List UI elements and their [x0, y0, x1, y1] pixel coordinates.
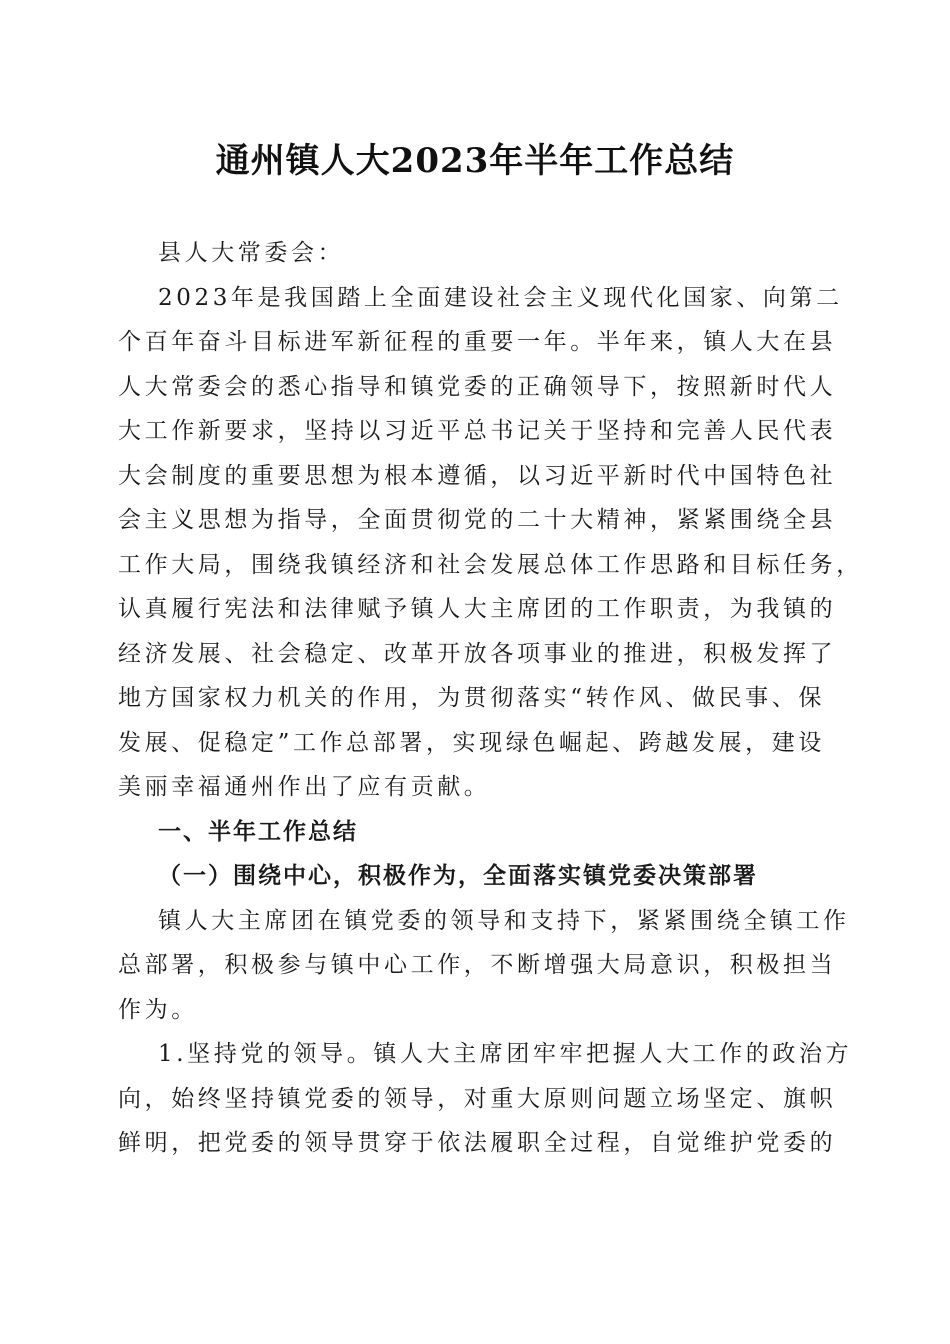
subsection-heading: （一）围绕中心，积极作为，全面落实镇党委决策部署 — [158, 862, 758, 889]
paragraph-line: 经济发展、社会稳定、改革开放各项事业的推进，积极发挥了 — [118, 640, 837, 667]
paragraph-line: 地方国家权力机关的作用，为贯彻落实“转作风、做民事、保 — [118, 685, 825, 711]
paragraph-line: 镇人大主席团在镇党委的领导和支持下，紧紧围绕全镇工作 — [158, 907, 850, 934]
paragraph-line: 发展、促稳定”工作总部署，实现绿色崛起、跨越发展，建设 — [118, 729, 825, 756]
paragraph-line: 人大常委会的悉心指导和镇党委的正确领导下，按照新时代人 — [118, 373, 837, 400]
paragraph-line: 作为。 — [118, 996, 198, 1023]
paragraph-line: 总部署，积极参与镇中心工作，不断增强大局意识，积极担当 — [118, 952, 837, 978]
document-body — [118, 231, 863, 1166]
item-paragraph — [118, 1032, 853, 1166]
paragraph-line: 1.坚持党的领导。镇人大主席团牢牢把握人大工作的政治方 — [158, 1041, 853, 1067]
section-heading: 一、半年工作总结 — [158, 818, 358, 845]
paragraph-line: 大会制度的重要思想为根本遵循，以习近平新时代中国特色社 — [118, 462, 837, 489]
paragraph-line: 美丽幸福通州作出了应有贡献。 — [118, 774, 491, 800]
paragraph-line: 向，始终坚持镇党委的领导，对重大原则问题立场坚定、旗帜 — [118, 1085, 837, 1112]
intro-paragraph — [118, 276, 863, 810]
paragraph-line: 会主义思想为指导，全面贯彻党的二十大精神，紧紧围绕全县 — [118, 507, 837, 533]
salutation: 县人大常委会： — [158, 240, 345, 266]
paragraph-line: 认真履行宪法和法律赋予镇人大主席团的工作职责，为我镇的 — [118, 596, 837, 622]
document-title: 通州镇人大2023年半年工作总结 — [215, 141, 735, 181]
paragraph-line: 个百年奋斗目标进军新征程的重要一年。半年来，镇人大在县 — [118, 329, 837, 355]
paragraph-line: 鲜明，把党委的领导贯穿于依法履职全过程，自觉维护党委的 — [118, 1130, 837, 1156]
paragraph-line: 大工作新要求，坚持以习近平总书记关于坚持和完善人民代表 — [118, 418, 837, 444]
paragraph-line: 工作大局，围绕我镇经济和社会发展总体工作思路和目标任务， — [118, 551, 863, 578]
subsection-paragraph — [118, 899, 850, 1033]
paragraph-line: 2023年是我国踏上全面建设社会主义现代化国家、向第二 — [158, 284, 843, 311]
